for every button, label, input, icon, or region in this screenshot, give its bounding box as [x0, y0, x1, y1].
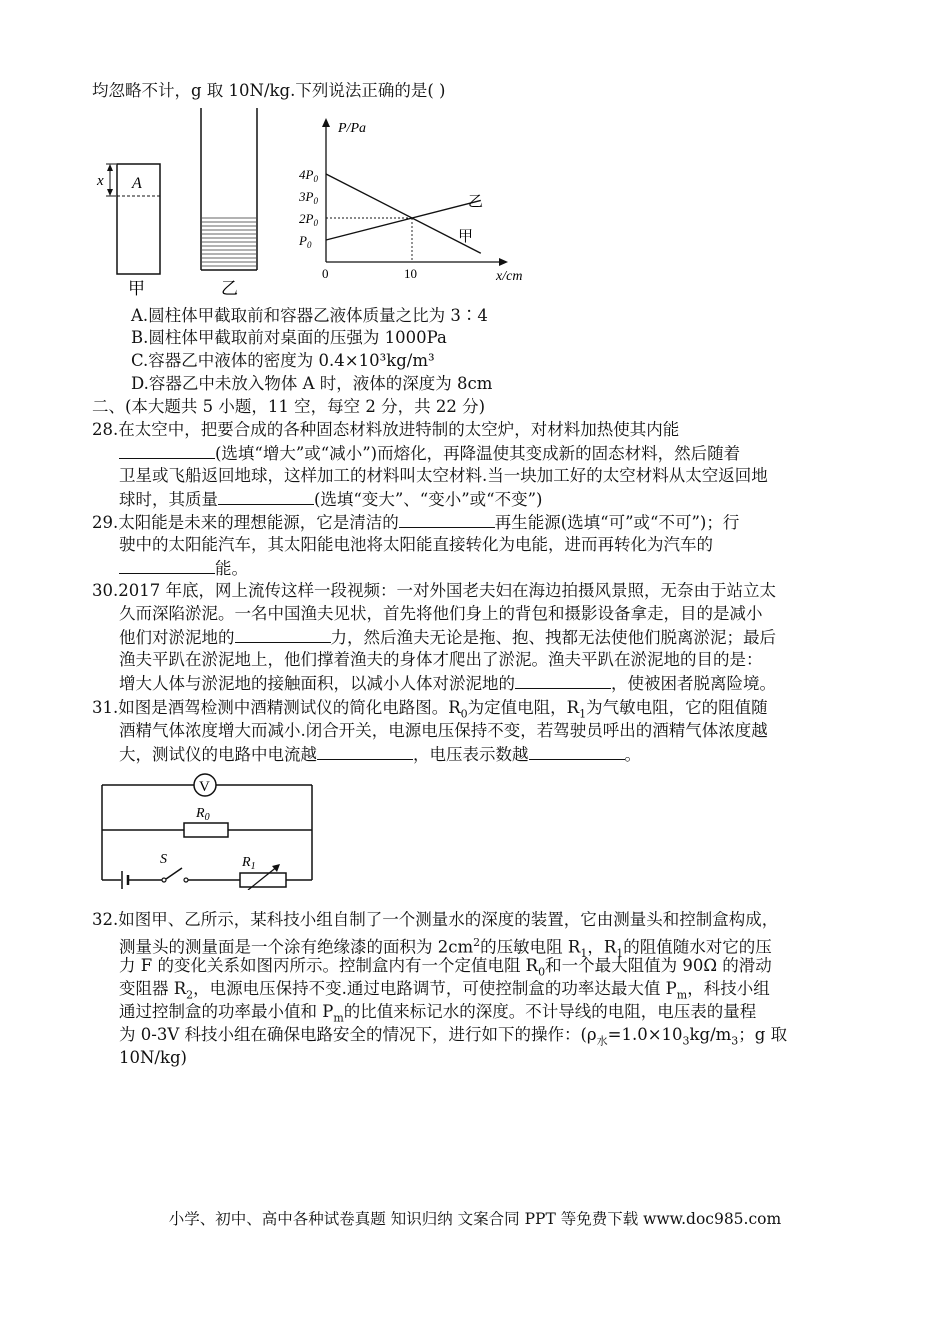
- q29-blank2[interactable]: [119, 557, 215, 574]
- x-tick-label: 0: [322, 266, 329, 281]
- y-axis-label: P/Pa: [338, 121, 366, 136]
- series-label-yi: 乙: [468, 194, 484, 210]
- x-tick-label: 10: [404, 266, 417, 281]
- switch-label: S: [160, 852, 167, 867]
- q31-line2: 酒精气体浓度增大而减小.闭合开关，电源电压保持不变，若驾驶员呼出的酒精气体浓度越: [119, 721, 768, 740]
- label-x: x: [97, 173, 104, 189]
- y-tick-label: $2P_0$: [299, 211, 318, 228]
- r1-label: $R_1$: [242, 855, 256, 872]
- x-axis-label: x/cm: [496, 269, 523, 284]
- q32-line5: 通过控制盒的功率最小值和 $P_m$的比值来标记水的深度。不计导线的电阻，电压表的量程: [119, 1002, 757, 1025]
- series-label-jia: 甲: [458, 229, 474, 245]
- pressure-graph: [282, 112, 538, 288]
- q28-blank2[interactable]: [218, 488, 314, 505]
- q32-line3: 力 F 的变化关系如图丙所示。控制盒内有一个定值电阻 $R_0$和一个最大阻值为 90Ω 的滑动: [119, 956, 772, 979]
- q32-line1: 32.如图甲、乙所示，某科技小组自制了一个测量水的深度的装置，它由测量头和控制盒构成，: [92, 910, 779, 929]
- label-yi: 乙: [221, 279, 238, 298]
- option-d: D.容器乙中未放入物体 A 时，液体的深度为 8cm: [131, 374, 493, 393]
- liquid-in-container: [202, 218, 256, 266]
- label-A: A: [132, 175, 142, 192]
- q30-line5: 增大人体与淤泥地的接触面积，以减小人体对淤泥地的 ，使被困者脱离险境。: [119, 674, 776, 693]
- resistor-r0: [184, 823, 228, 837]
- q31-line1: 31.如图是酒驾检测中酒精测试仪的简化电路图。$R_0$为定值电阻，$R_1$为气敏电阻，它的阻值随: [92, 698, 768, 721]
- q31-blank1[interactable]: [317, 743, 413, 760]
- voltmeter-label: V: [199, 779, 210, 795]
- q31-line3: 大，测试仪的电路中电流越 ，电压表示数越 。: [119, 745, 641, 764]
- q30-blank1[interactable]: [235, 626, 331, 643]
- q30-blank2[interactable]: [515, 672, 611, 689]
- q31-blank2[interactable]: [529, 743, 625, 760]
- r0-label: $R_0$: [196, 806, 210, 823]
- footer-text: 小学、初中、高中各种试卷真题 知识归纳 文案合同 PPT 等免费下载 www.doc985.com: [168, 1210, 782, 1228]
- q32-line2: 测量头的测量面是一个涂有绝缘漆的面积为 $2cm^2$的压敏电阻 $R_1$，$R_1$的阻值随水对它的压: [119, 936, 772, 960]
- q32-line6: 为 0-3V 科技小组在确保电路安全的情况下，进行如下的操作：($\rho_水=1.0\times 10_3kg/m_3$；g 取: [119, 1025, 788, 1048]
- q30-line1: 30.2017 年底，网上流传这样一段视频：一对外国老夫妇在海边拍摄风景照，无奈由于站立太: [92, 581, 776, 600]
- y-tick-label: $3P_0$: [299, 189, 318, 206]
- q30-line2: 久而深陷淤泥。一名中国渔夫见状，首先将他们身上的背包和摄影设备拿走，目的是减小: [119, 604, 763, 623]
- label-jia: 甲: [128, 279, 145, 298]
- switch-s[interactable]: [166, 868, 182, 879]
- q29-line3: 能。: [119, 557, 248, 580]
- q30-line4: 渔夫平趴在淤泥地上，他们撑着渔夫的身体才爬出了淤泥。渔夫平趴在淤泥地的目的是：: [119, 650, 763, 669]
- section-heading: 二、(本大题共 5 小题，11 空，每空 2 分，共 22 分): [92, 397, 486, 416]
- figure-cylinder-container: [92, 104, 274, 300]
- intro-line: 均忽略不计，g 取 10N/kg.下列说法正确的是( ): [92, 81, 446, 100]
- circuit-diagram: [98, 768, 314, 890]
- q32-line4: 变阻器 $R_2$，电源电压保持不变.通过电路调节，可使控制盒的功率达最大值 $P_m$，科技小组: [119, 979, 770, 1002]
- option-c: C.容器乙中液体的密度为 0.4×10³kg/m³: [131, 351, 435, 370]
- resistor-r1: [240, 873, 286, 887]
- y-tick-label: $P_0$: [299, 233, 312, 250]
- q28-blank1[interactable]: [119, 442, 215, 459]
- q29-line1: 29.太阳能是未来的理想能源，它是清洁的 再生能源(选填“可”或“不可”)；行: [92, 513, 740, 532]
- q29-line2: 驶中的太阳能汽车，其太阳能电池将太阳能直接转化为电能，进而再转化为汽车的: [119, 535, 713, 554]
- y-tick-label: $4P_0$: [299, 167, 318, 184]
- q28-line2: (选填“增大”或“减小”)而熔化，再降温使其变成新的固态材料，然后随着: [119, 442, 740, 465]
- q29-blank1[interactable]: [399, 511, 495, 528]
- q28-line3: 卫星或飞船返回地球，这样加工的材料叫太空材料.当一块加工好的太空材料从太空返回地: [119, 466, 768, 485]
- option-a: A.圆柱体甲截取前和容器乙液体质量之比为 3∶4: [131, 306, 488, 325]
- q28-line1: 28.在太空中，把要合成的各种固态材料放进特制的太空炉，对材料加热使其内能: [92, 420, 680, 439]
- q32-line7: 10N/kg): [119, 1048, 187, 1067]
- q30-line3: 他们对淤泥地的 力，然后渔夫无论是拖、抱、拽都无法使他们脱离淤泥；最后: [119, 628, 776, 647]
- q28-line4: 球时，其质量 (选填“变大”、“变小”或“不变”): [119, 490, 543, 509]
- option-b: B.圆柱体甲截取前对桌面的压强为 1000Pa: [131, 328, 447, 347]
